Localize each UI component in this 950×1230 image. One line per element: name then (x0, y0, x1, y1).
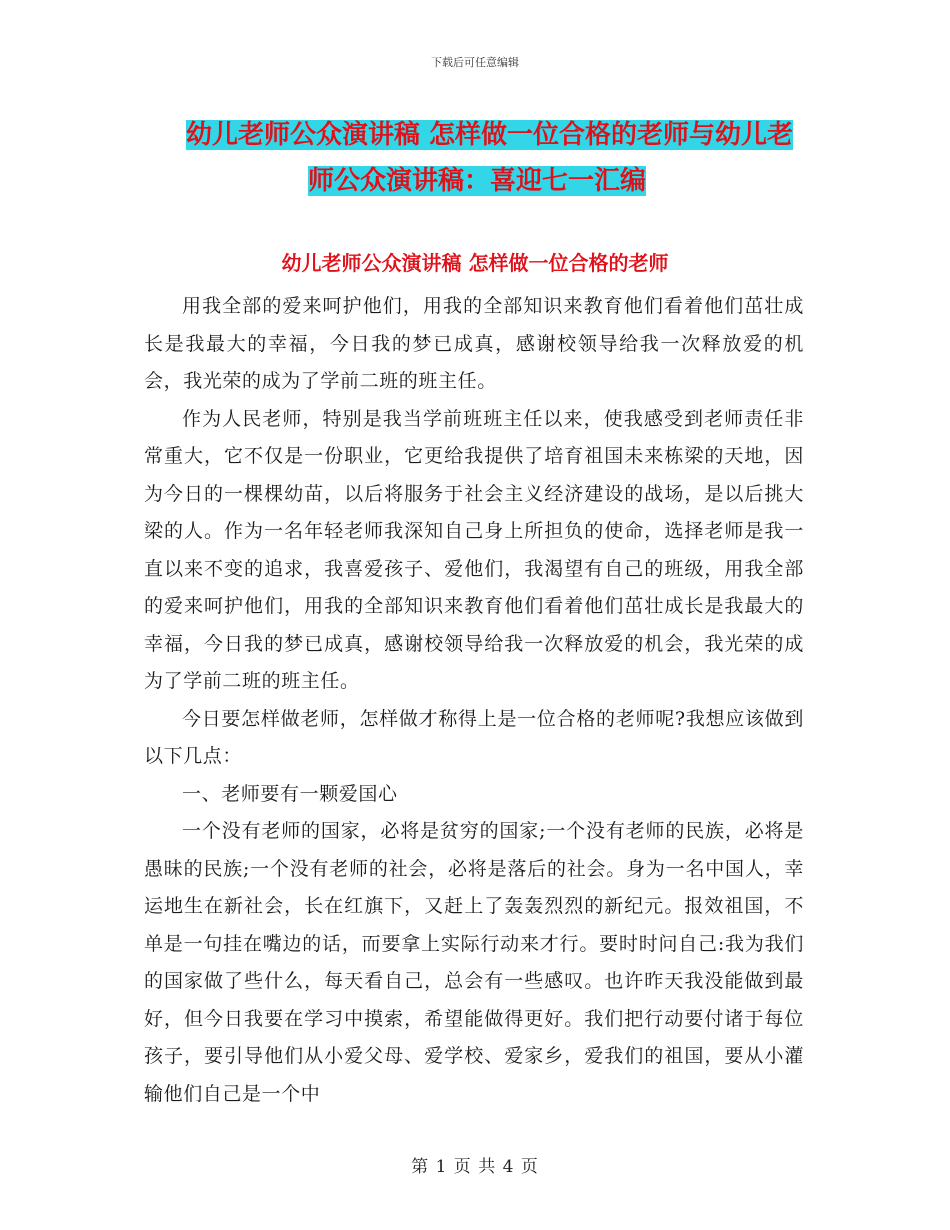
paragraph: 用我全部的爱来呵护他们，用我的全部知识来教育他们看着他们茁壮成长是我最大的幸福，今日我的梦已成真，感谢校领导给我一次释放爱的机会，我光荣的成为了学前二班的班主任。 (144, 295, 804, 392)
page-header: 下载后可任意编辑 (431, 56, 519, 69)
document-title (186, 112, 810, 204)
paragraph: 作为人民老师，特别是我当学前班班主任以来，使我感受到老师责任非常重大，它不仅是一份职业，它更给我提供了培育祖国未来栋梁的天地，因为今日的一棵棵幼苗，以后将服务于社会主义经济建设的战场，是以后挑大梁的人。作为一名年轻老师我深知自己身上所担负的使命，选择老师是我一直以来不变的追求，我喜爱孩子、爱他们，我渴望有自己的班级，用我全部的爱来呵护他们，用我的全部知识来教育他们看着他们茁壮成长是我最大的幸福，今日我的梦已成真，感谢校领导给我一次释放爱的机会，我光荣的成为了学前二班的班主任。 (144, 407, 804, 692)
section-title: 幼儿老师公众演讲稿 怎样做一位合格的老师 (281, 251, 669, 275)
paragraph: 一个没有老师的国家，必将是贫穷的国家;一个没有老师的民族，必将是愚昧的民族;一个没有老师的社会，必将是落后的社会。身为一名中国人，幸运地生在新社会，长在红旗下，又赶上了轰轰烈烈的新纪元。报效祖国，不单是一句挂在嘴边的话，而要拿上实际行动来才行。要时时问自己:我为我们的国家做了些什么，每天看自己，总会有一些感叹。也许昨天我没能做到最好，但今日我要在学习中摸索，希望能做得更好。我们把行动要付诸于每位孩子，要引导他们从小爱父母、爱学校、爱家乡，爱我们的祖国，要从小灌输他们自己是一个中 (144, 820, 804, 1105)
title-line-2-highlight: 师公众演讲稿：喜迎七一汇编 (308, 166, 647, 196)
body-text (144, 288, 804, 1113)
page-footer: 第 1 页 共 4 页 (411, 1157, 539, 1177)
title-line-1 (186, 112, 810, 158)
title-line-1-highlight: 幼儿老师公众演讲稿 怎样做一位合格的老师与幼儿老 (186, 120, 794, 150)
title-line-2 (186, 158, 810, 204)
section-heading: 一、老师要有一颗爱国心 (182, 782, 398, 805)
paragraph: 今日要怎样做老师，怎样做才称得上是一位合格的老师呢?我想应该做到以下几点： (144, 707, 804, 767)
